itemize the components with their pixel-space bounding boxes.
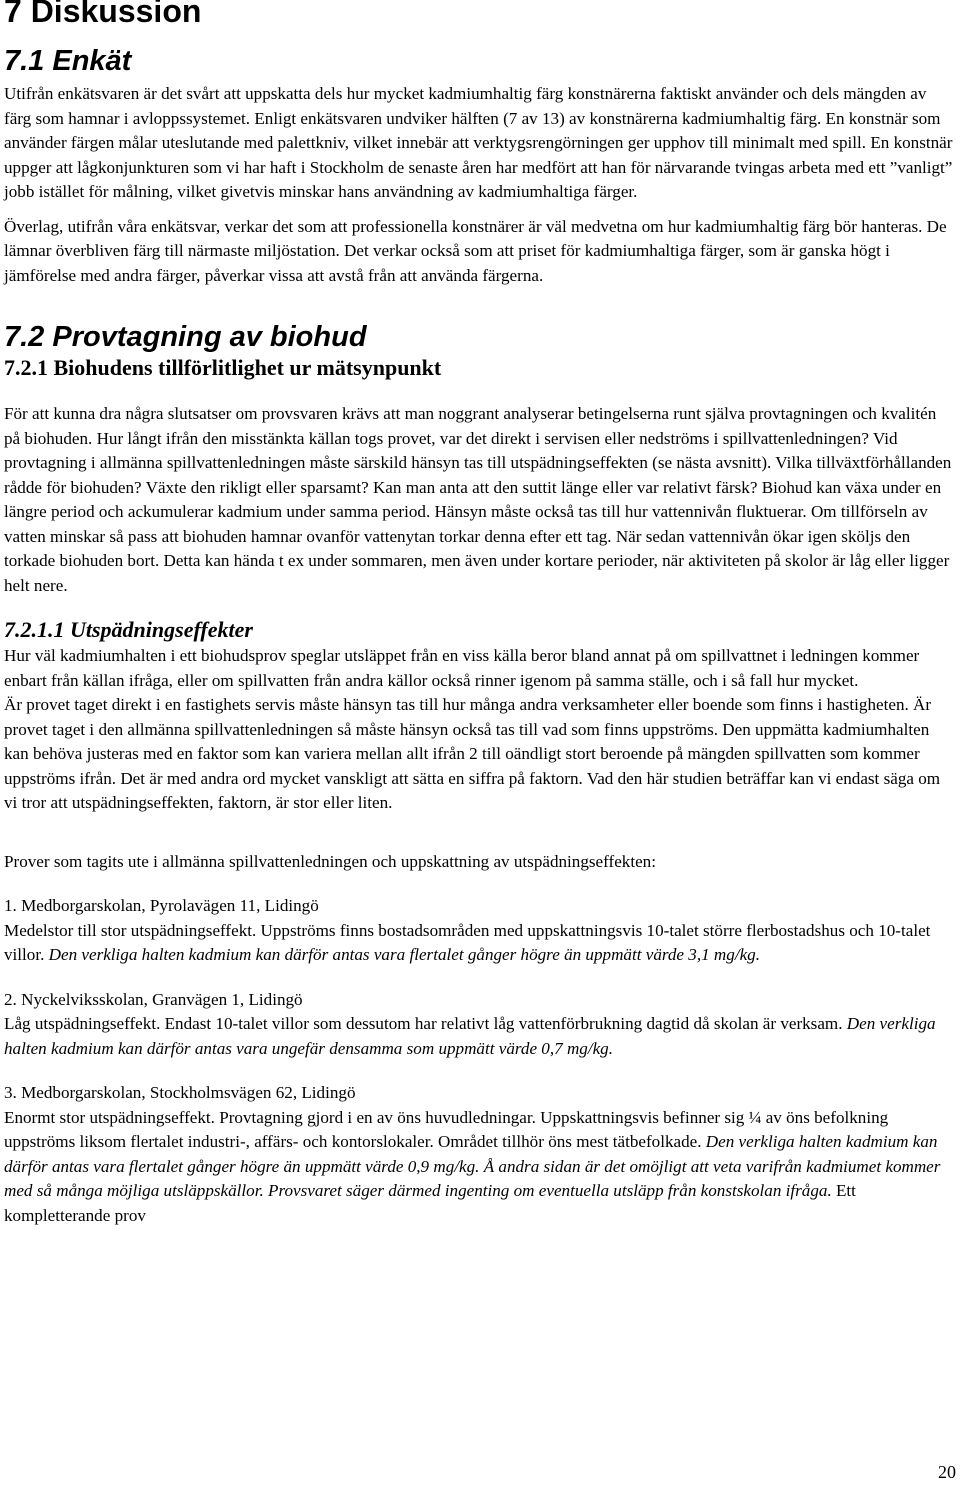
heading-section-7-2: 7.2 Provtagning av biohud <box>4 321 367 353</box>
site-3-text <box>4 1106 956 1229</box>
site-2-text <box>4 1012 956 1061</box>
site-3-normal: Enormt stor utspädningseffekt. Provtagning gjord i en av öns huvudledningar. Uppskattningsvis befinner sig ¼ av öns befolkning uppströms liksom flertalet industri-, affärs- och kontorslokaler. Området tillhör öns mest tätbefolkade. <box>4 1107 889 1151</box>
site-1-title: 1. Medborgarskolan, Pyrolavägen 11, Lidingö <box>4 896 319 915</box>
site-2-italic: Den verkliga halten kadmium kan därför antas vara ungefär densamma som uppmätt värde 0,7 mg/kg. <box>4 1014 936 1058</box>
site-3-title: 3. Medborgarskolan, Stockholmsvägen 62, Lidingö <box>4 1083 356 1102</box>
site-1-italic: Den verkliga halten kadmium kan därför antas vara flertalet gånger högre än uppmätt värde 3,1 mg/kg. <box>48 945 760 964</box>
heading-section-7-1: 7.1 Enkät <box>4 45 132 77</box>
paragraph-utspadning-2: Är provet taget direkt i en fastighets servis måste hänsyn tas till hur många andra verksamheter eller boende som finns i hastigheten. Är provet taget i den allmänna spillvattenledningen så måste hänsyn också tas till vad som finns uppströms. Den uppmätta kadmiumhalten kan behöva justeras med en faktor som kan variera mellan allt ifrån 2 till oändligt stort beroende på mängden spillvatten som kommer uppströms ifrån. Det är med andra ord mycket vanskligt att sätta en siffra på faktorn. Vad den här studien beträffar kan vi endast säga om vi tror att utspädningseffekten, faktorn, är stor eller liten. <box>4 695 941 812</box>
site-2-title: 2. Nyckelviksskolan, Granvägen 1, Lidingö <box>4 989 303 1009</box>
site-2-normal: Låg utspädningseffekt. Endast 10-talet villor som dessutom har relativt låg vattenförbrukning dagtid då skolan är verksam. <box>4 1014 847 1033</box>
site-3-italic: Den verkliga halten kadmium kan därför antas vara flertalet gånger högre än uppmätt värde 0,9 mg/kg. Å andra sidan är det omöjligt att veta varifrån kadmiumet kommer med så många möjliga utsläppskällor. Provsvaret säger därmed ingenting om eventuella utsläpp från konstskolan ifråga. <box>4 1132 941 1200</box>
site-1-text <box>4 919 956 968</box>
paragraph-biohud-1: För att kunna dra några slutsatser om provsvaren krävs att man noggrant analyserar betingelserna runt själva provtagningen och kvalitén på biohuden. Hur långt ifrån den misstänkta källan togs provet, var det direkt i servisen eller nedströms i spillvattenledningen? Vid provtagning i allmänna spillvattenledningen måste särskild hänsyn tas till utspädningseffekten (se nästa avsnitt). Vilka tillväxtförhållanden rådde för biohuden? Växte den rikligt eller sparsamt? Kan man anta att den suttit länge eller var relativt färsk? Biohud kan växa under en längre period och ackumulerar kadmium under samma period. Hänsyn måste också tas till hur vattennivån fluktuerar. Om tillförseln av vatten minskar så pass att biohuden hamnar ovanför vattenytan torkar denna efter ett tag. När sedan vattennivån ökar igen sköljs den torkade biohuden bort. Detta kan hända t ex under sommaren, men även under kortare perioder, när aktiviteten på skolor är låg eller ligger helt nere. <box>4 404 952 595</box>
heading-chapter-7: 7 Diskussion <box>4 0 202 29</box>
paragraph-utspadning-1: Hur väl kadmiumhalten i ett biohudsprov speglar utsläppet från en viss källa beror bland annat på om spillvattnet i ledningen kommer enbart från källan ifråga, eller om spillvatten från andra källor också rinner igenom på samma ställe, och i så fall hur mycket. <box>4 646 920 690</box>
paragraph-prover-intro: Prover som tagits ute i allmänna spillvattenledningen och uppskattning av utspädningseffekten: <box>4 851 656 871</box>
heading-section-7-2-1-1: 7.2.1.1 Utspädningseffekter <box>4 617 253 642</box>
page-number: 20 <box>938 1462 956 1482</box>
paragraph-enkat-1: Utifrån enkätsvaren är det svårt att uppskatta dels hur mycket kadmiumhaltig färg konstnärerna faktiskt använder och dels mängden av färg som hamnar i avloppssystemet. Enligt enkätsvaren undviker hälften (7 av 13) av konstnärerna kadmiumhaltig färg. En konstnär som använder färgen målar uteslutande med palettkniv, vilket innebär att verktygsrengörningen ger upphov till minimalt med spill. En konstnär uppger att lågkonjunkturen som vi har haft i Stockholm de senaste åren har medfört att han för närvarande tvingas arbeta med ett ”vanligt” jobb istället för målning, vilket givetvis minskar hans användning av kadmiumhaltiga färger. <box>4 84 953 201</box>
paragraph-enkat-2: Överlag, utifrån våra enkätsvar, verkar det som att professionella konstnärer är väl medvetna om hur kadmiumhaltig färg bör hanteras. De lämnar överbliven färg till närmaste miljöstation. Det verkar också som att priset för kadmiumhaltiga färger, som är ganska högt i jämförelse med andra färger, påverkar vissa att avstå från att använda färgerna. <box>4 216 947 285</box>
site-1-normal: Medelstor till stor utspädningseffekt. Uppströms finns bostadsområden med uppskattningsvis 10-talet större flerbostadshus och 10-talet villor. <box>4 920 931 964</box>
heading-section-7-2-1: 7.2.1 Biohudens tillförlitlighet ur mätsynpunkt <box>4 355 442 380</box>
site-3-tail: Ett kompletterande prov <box>4 1181 856 1225</box>
document-page <box>4 0 956 1228</box>
